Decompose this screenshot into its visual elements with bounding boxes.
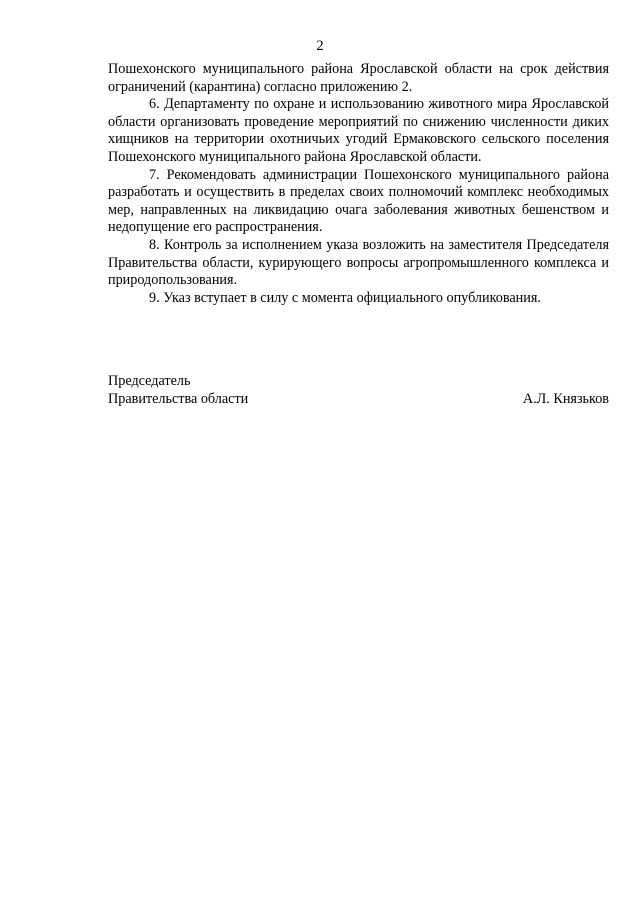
paragraph-item-7: 7. Рекомендовать администрации Пошехонского муниципального района разработать и осуществить в пределах своих полномочий комплекс необходимых мер, направленных на ликвидацию очага заболевания животных бешенством и недопущение его распространения.	[108, 166, 609, 236]
paragraph-item-8: 8. Контроль за исполнением указа возложить на заместителя Председателя Правительства области, курирующего вопросы агропромышленного комплекса и природопользования.	[108, 236, 609, 289]
signer-position-line2: Правительства области	[108, 390, 249, 407]
paragraph-item-9: 9. Указ вступает в силу с момента официального опубликования.	[149, 289, 541, 306]
signature-block	[108, 373, 609, 408]
signature-row	[108, 391, 609, 409]
signer-position-line1: Председатель	[108, 373, 191, 389]
page-number: 2	[316, 38, 324, 54]
paragraph-continuation: Пошехонского муниципального района Ярославской области на срок действия ограничений (карантина) согласно приложению 2.	[108, 61, 609, 95]
document-body	[108, 61, 609, 307]
paragraph-item-6: 6. Департаменту по охране и использованию животного мира Ярославской области организовать проведение мероприятий по снижению численности диких хищников на территории охотничьих угодий Ермаковского сельского поселения Пошехонского муниципального района Ярославской области.	[108, 96, 609, 165]
signer-name: А.Л. Князьков	[522, 390, 609, 407]
